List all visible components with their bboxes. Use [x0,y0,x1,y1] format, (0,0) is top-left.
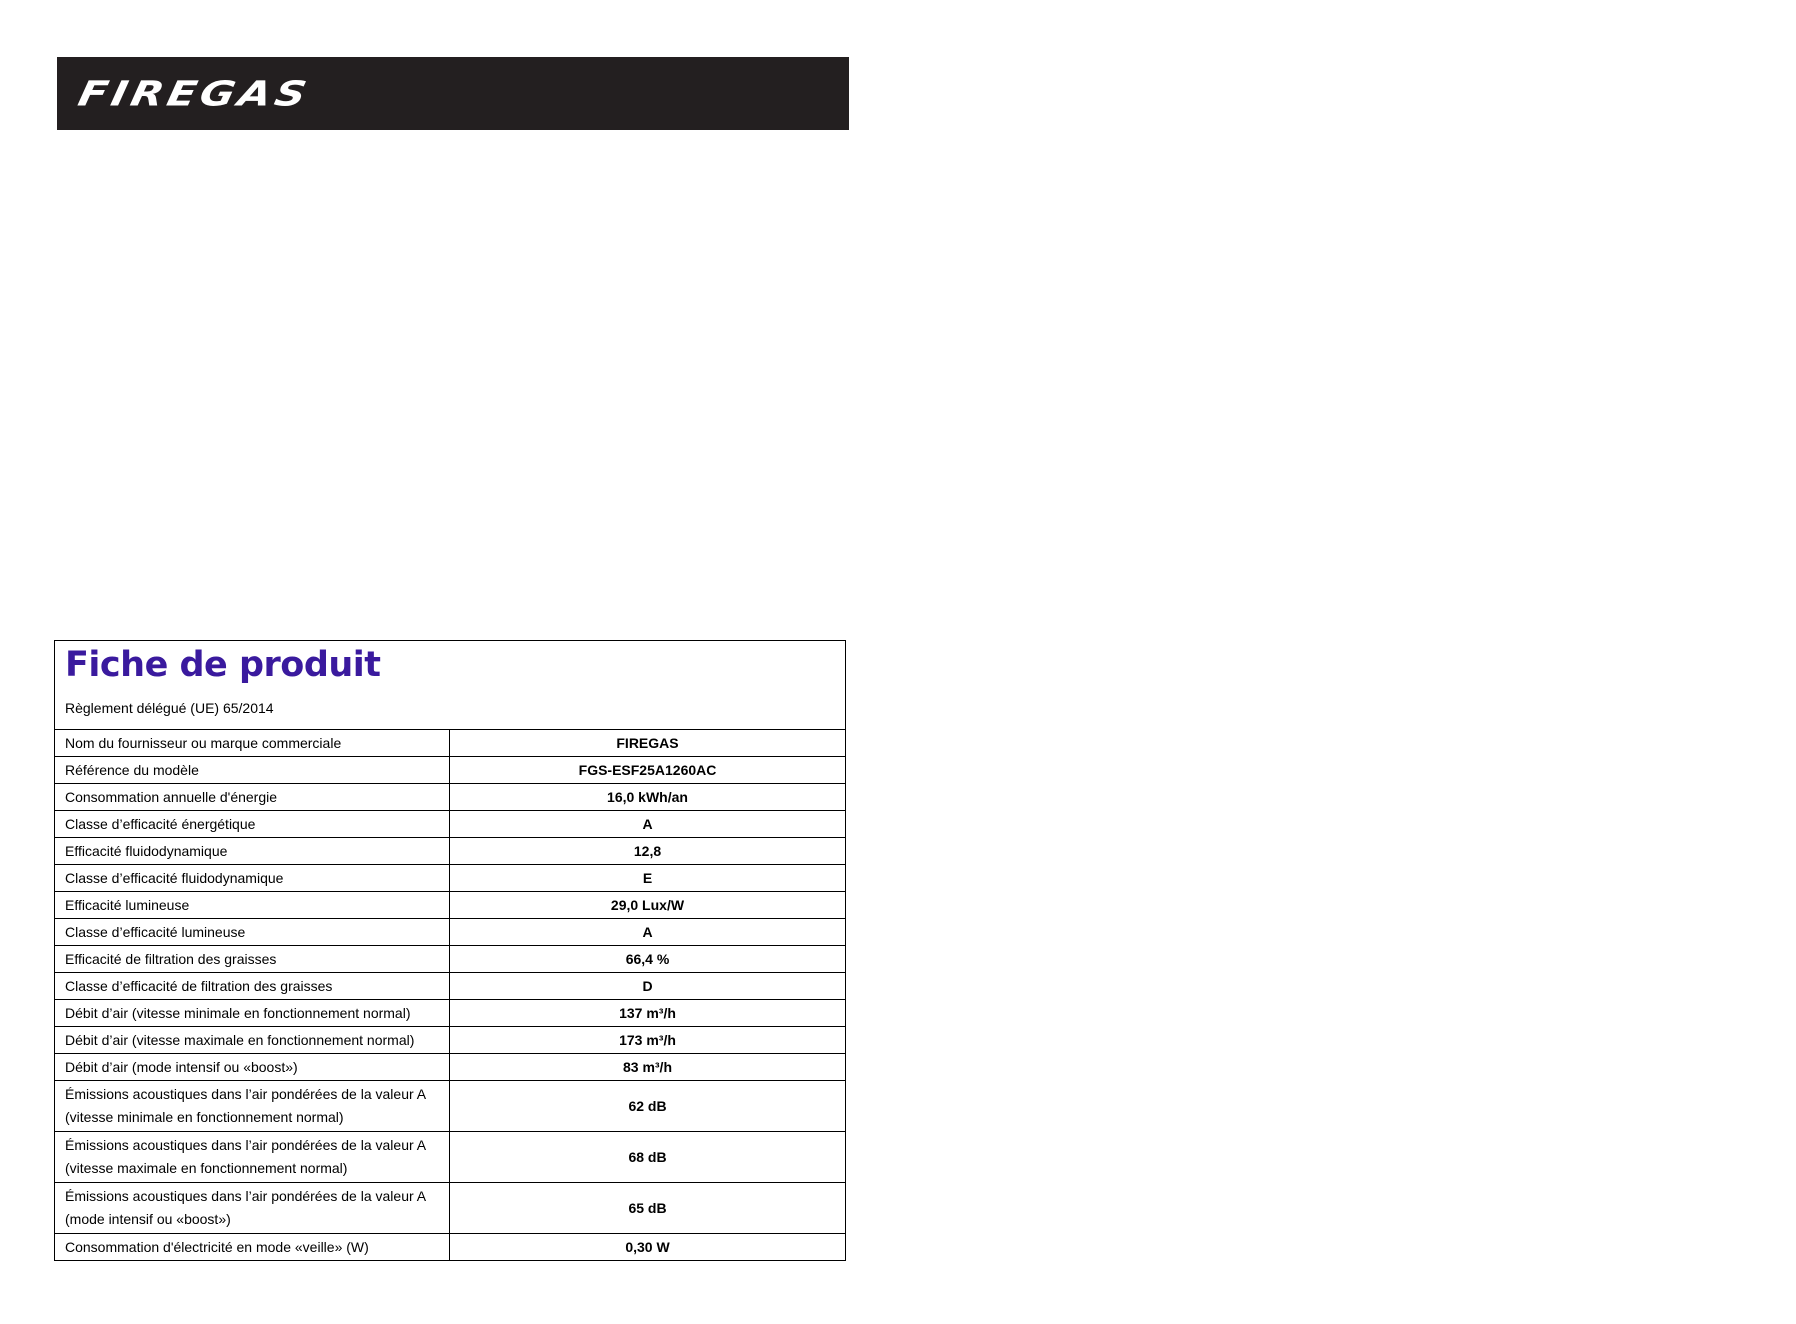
spec-label: Consommation d'électricité en mode «veille» (W) [55,1234,450,1261]
spec-value: FIREGAS [450,730,846,757]
spec-label: Classe d’efficacité de filtration des graisses [55,973,450,1000]
regulation-reference: Règlement délégué (UE) 65/2014 [65,700,274,716]
table-row [55,811,845,838]
table-row [55,838,845,865]
table-row [55,892,845,919]
table-row [55,1132,845,1183]
spec-label: Classe d’efficacité énergétique [55,811,450,838]
spec-value: 66,4 % [450,946,846,973]
table-row [55,730,845,757]
spec-label: Classe d’efficacité lumineuse [55,919,450,946]
spec-value: 0,30 W [450,1234,846,1261]
firegas-logo: FIREGAS [74,73,314,114]
spec-value: D [450,973,846,1000]
spec-label: Efficacité fluidodynamique [55,838,450,865]
spec-value: 173 m³/h [450,1027,846,1054]
spec-value: 65 dB [450,1183,846,1234]
table-row [55,1183,845,1234]
spec-value: E [450,865,846,892]
table-row [55,1000,845,1027]
spec-value: 137 m³/h [450,1000,846,1027]
spec-value: 29,0 Lux/W [450,892,846,919]
spec-value: 16,0 kWh/an [450,784,846,811]
spec-label: Débit d’air (mode intensif ou «boost») [55,1054,450,1081]
spec-label: Émissions acoustiques dans l’air pondérées de la valeur A (mode intensif ou «boost») [55,1183,450,1234]
spec-value: A [450,919,846,946]
spec-value: FGS-ESF25A1260AC [450,757,846,784]
table-row [55,757,845,784]
table-row [55,973,845,1000]
spec-label: Débit d’air (vitesse maximale en fonctionnement normal) [55,1027,450,1054]
spec-label: Efficacité de filtration des graisses [55,946,450,973]
spec-label: Classe d’efficacité fluidodynamique [55,865,450,892]
spec-value: 62 dB [450,1081,846,1132]
page-title: Fiche de produit [65,645,381,685]
table-row [55,919,845,946]
table-row [55,1081,845,1132]
spec-label: Débit d’air (vitesse minimale en fonctionnement normal) [55,1000,450,1027]
table-row [55,1027,845,1054]
spec-label: Référence du modèle [55,757,450,784]
brand-header-bar [57,57,849,130]
product-sheet-header [55,641,845,729]
spec-label: Émissions acoustiques dans l’air pondérées de la valeur A (vitesse minimale en fonctionnement normal) [55,1081,450,1132]
table-row [55,1234,845,1261]
spec-value: 83 m³/h [450,1054,846,1081]
spec-value: 12,8 [450,838,846,865]
spec-label: Émissions acoustiques dans l’air pondérées de la valeur A (vitesse maximale en fonctionnement normal) [55,1132,450,1183]
table-row [55,946,845,973]
spec-label: Efficacité lumineuse [55,892,450,919]
table-row [55,865,845,892]
spec-label: Consommation annuelle d'énergie [55,784,450,811]
spec-value: 68 dB [450,1132,846,1183]
spec-value: A [450,811,846,838]
product-sheet [54,640,846,1261]
spec-label: Nom du fournisseur ou marque commerciale [55,730,450,757]
table-row [55,1054,845,1081]
product-spec-table [55,729,845,1260]
table-row [55,784,845,811]
